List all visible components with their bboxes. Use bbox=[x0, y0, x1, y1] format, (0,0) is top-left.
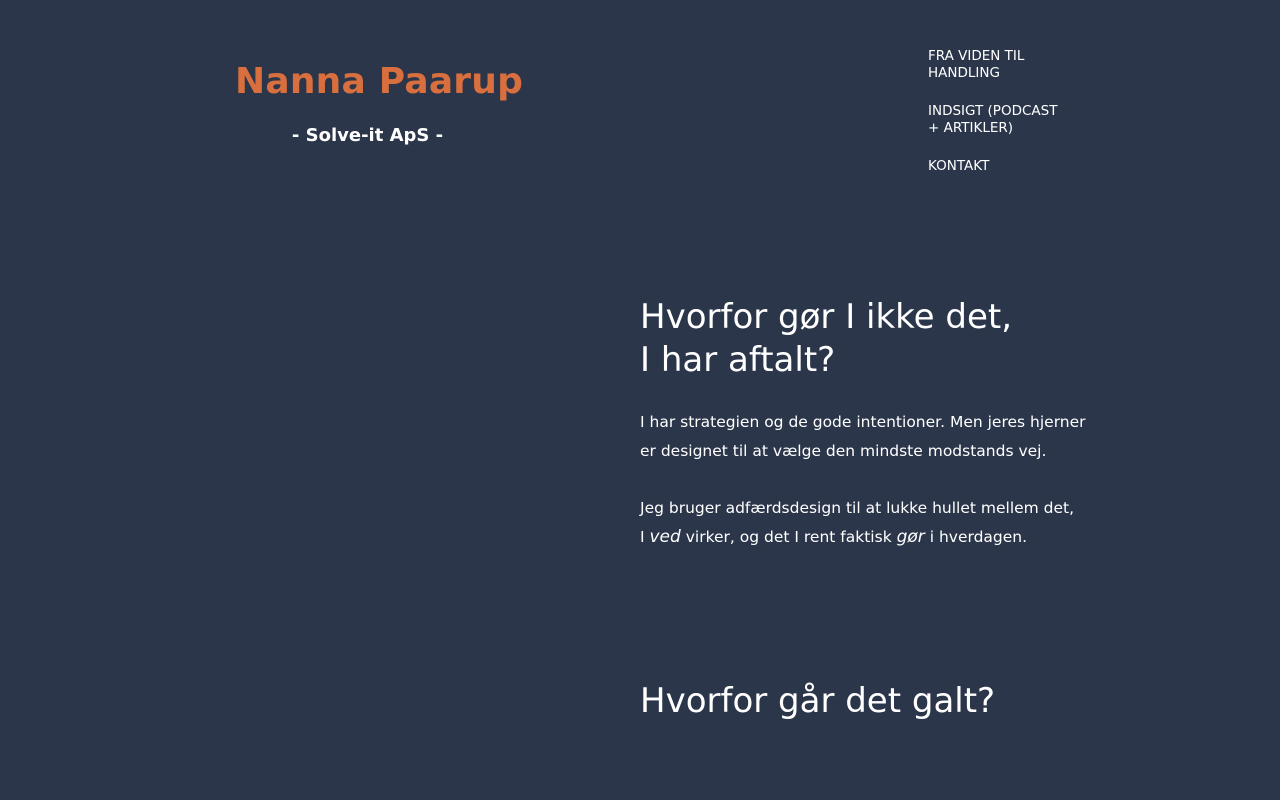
hero-paragraph-2 bbox=[640, 494, 1090, 552]
hero-paragraph-1: I har strategien og de gode intentioner. Men jeres hjerner er designet til at vælge den mindste modstands vej. bbox=[640, 413, 1086, 460]
hero-paragraph-2-line1: Jeg bruger adfærdsdesign til at lukke hullet mellem det, bbox=[640, 499, 1075, 517]
nav-item-indsigt[interactable]: INDSIGT (PODCAST + ARTIKLER) bbox=[928, 103, 1058, 136]
hero-heading-line1: Hvorfor gør I ikke det, bbox=[640, 297, 1013, 337]
hero-paragraph-2-emphasis-gor: gør bbox=[896, 527, 925, 547]
hero-paragraph-2-text-c: i hverdagen. bbox=[924, 528, 1028, 546]
main-nav bbox=[928, 48, 1068, 196]
site-title[interactable]: Nanna Paarup bbox=[235, 61, 524, 102]
hero-section bbox=[640, 296, 1090, 552]
site-subtitle: - Solve-it ApS - bbox=[291, 125, 444, 146]
section-heading-why-wrong: Hvorfor går det galt? bbox=[640, 681, 996, 721]
nav-item-fra-viden-til-handling[interactable]: FRA VIDEN TIL HANDLING bbox=[928, 48, 1025, 81]
nav-item-kontakt[interactable]: KONTAKT bbox=[928, 158, 990, 174]
hero-heading bbox=[640, 296, 1090, 382]
hero-paragraph-2-text-b: virker, og det I rent faktisk bbox=[680, 528, 897, 546]
hero-heading-line2: I har aftalt? bbox=[640, 340, 836, 380]
hero-paragraph-2-text-a: I bbox=[640, 528, 650, 546]
hero-paragraph-2-emphasis-ved: ved bbox=[649, 527, 681, 547]
